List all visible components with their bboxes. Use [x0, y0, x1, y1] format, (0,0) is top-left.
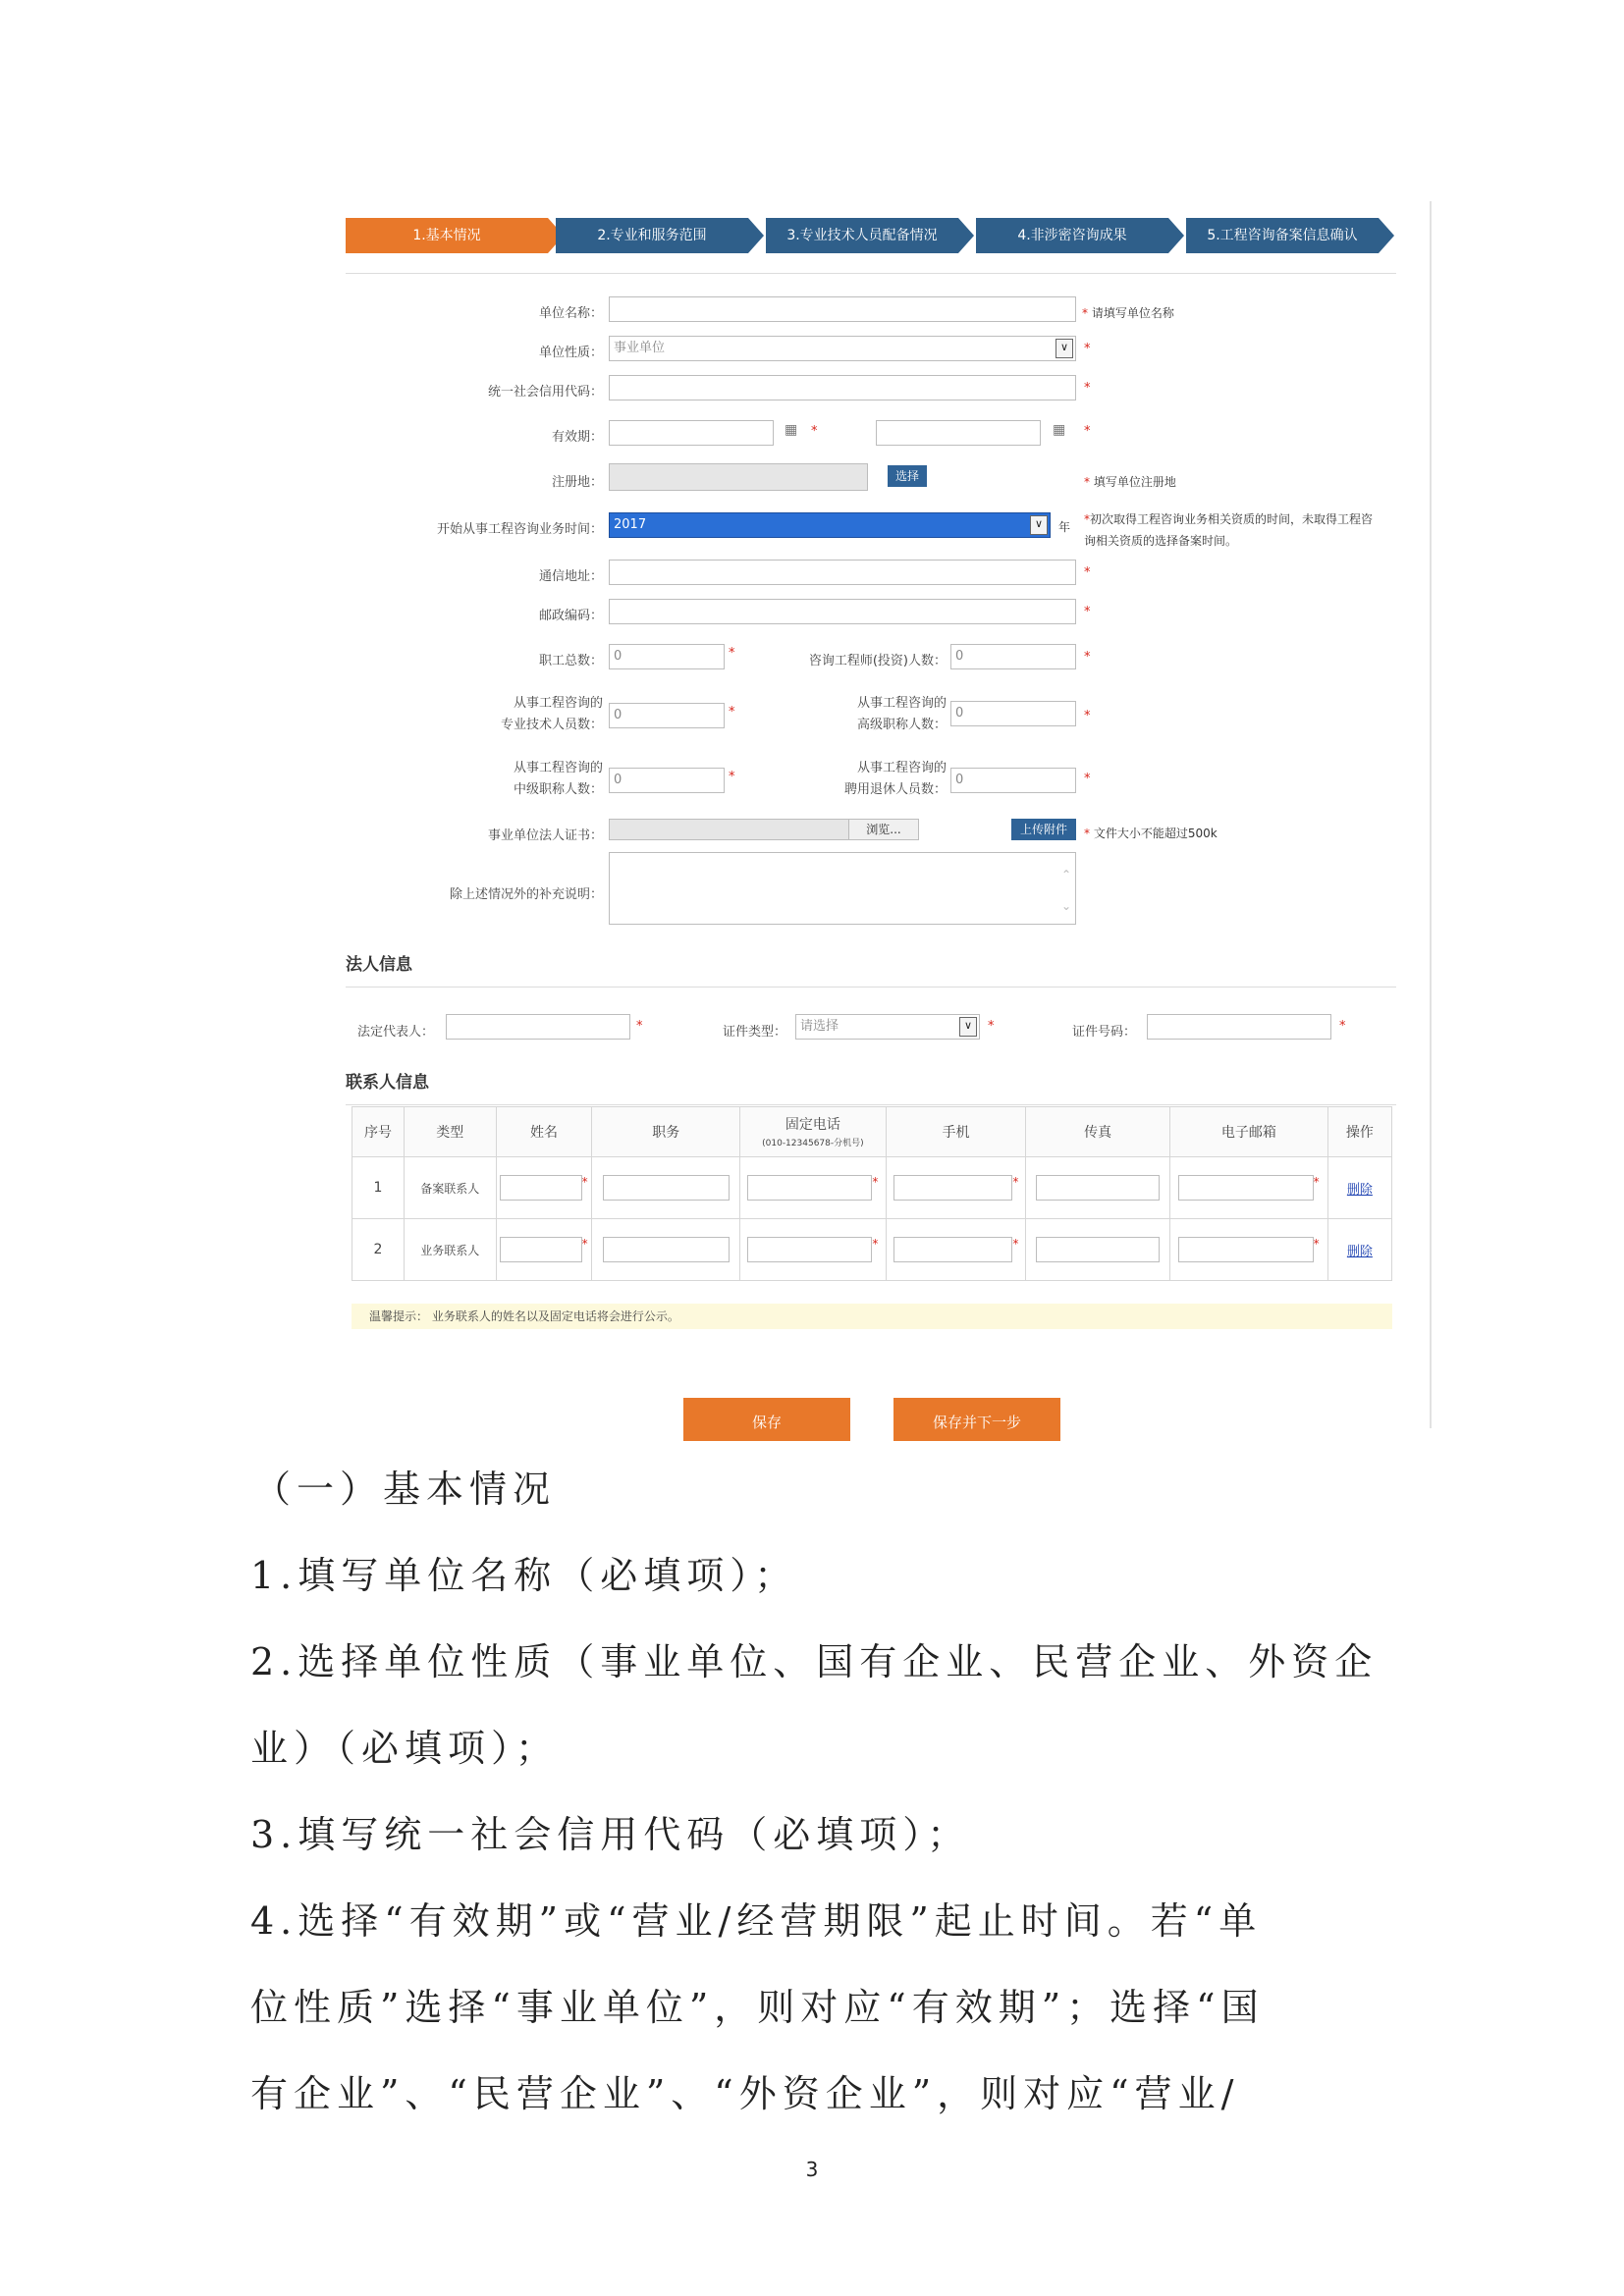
scroll-down-icon[interactable]: ⌄	[1060, 899, 1071, 913]
extra-label: 除上述情况外的补充说明：	[449, 887, 603, 902]
name-input[interactable]	[500, 1237, 581, 1262]
extra-textarea[interactable]	[609, 852, 1076, 925]
fax-input[interactable]	[1036, 1237, 1159, 1262]
cert-file-input[interactable]	[609, 819, 919, 840]
fax-cell	[1026, 1219, 1170, 1281]
mobile-cell: *	[886, 1219, 1026, 1281]
email-input[interactable]	[1178, 1175, 1313, 1201]
required-mark: *	[1339, 1019, 1346, 1034]
page-number: 3	[805, 2158, 819, 2181]
required-mark: *	[988, 1019, 995, 1034]
required-mark: *	[1084, 605, 1091, 619]
save-button[interactable]: 保存	[683, 1398, 850, 1441]
calendar-icon[interactable]: ▦	[1053, 422, 1066, 438]
steps-divider	[346, 273, 1396, 274]
unit-name-input[interactable]	[609, 296, 1076, 322]
phone-cell: *	[740, 1219, 887, 1281]
required-mark: *	[1084, 650, 1091, 665]
mobile-cell: *	[886, 1157, 1026, 1219]
contacts-section-title: 联系人信息	[346, 1073, 429, 1093]
col-header-phone: 固定电话 (010-12345678-分机号)	[740, 1107, 887, 1157]
col-header: 电子邮箱	[1169, 1107, 1327, 1157]
unit-name-label: 单位名称：	[538, 306, 603, 321]
required-mark: *	[811, 424, 818, 439]
postcode-label: 邮政编码：	[538, 609, 603, 623]
retired-label: 从事工程咨询的 聘用退休人员数：	[843, 761, 947, 797]
doc-line: 2.选择单位性质（事业单位、国有企业、民营企业、外资企	[250, 1640, 1379, 1683]
col-header: 类型	[404, 1107, 496, 1157]
delete-link[interactable]: 删除	[1346, 1244, 1373, 1259]
contacts-divider	[346, 1104, 1396, 1105]
credit-code-label: 统一社会信用代码：	[487, 385, 603, 400]
table-row	[352, 1157, 1392, 1219]
chevron-down-icon[interactable]: ∨	[1030, 515, 1048, 535]
screenshot-right-border	[1430, 201, 1432, 1428]
fax-input[interactable]	[1036, 1175, 1159, 1201]
cert-label: 事业单位法人证书：	[487, 828, 603, 843]
step-staff[interactable]	[766, 218, 958, 253]
staff-total-input[interactable]: 0	[609, 644, 725, 669]
id-type-placeholder: 请选择	[800, 1019, 839, 1034]
required-mark: *	[636, 1019, 643, 1034]
step-label: 2.专业和服务范围	[597, 228, 707, 243]
col-header: 操作	[1327, 1107, 1391, 1157]
phone-cell: *	[740, 1157, 887, 1219]
start-time-select[interactable]	[609, 512, 1051, 538]
pro-tech-label: 从事工程咨询的 专业技术人员数：	[500, 696, 603, 732]
step-label: 3.专业技术人员配备情况	[786, 228, 938, 243]
postcode-input[interactable]	[609, 599, 1076, 624]
step-confirm[interactable]	[1186, 218, 1379, 253]
email-cell: *	[1169, 1219, 1327, 1281]
email-input[interactable]	[1178, 1237, 1313, 1262]
staff-total-label: 职工总数：	[538, 654, 603, 668]
step-label: 5.工程咨询备案信息确认	[1207, 228, 1358, 243]
validity-start-input[interactable]	[609, 420, 774, 446]
id-type-select[interactable]	[795, 1014, 980, 1040]
scroll-up-icon[interactable]: ⌃	[1060, 868, 1071, 881]
mobile-input[interactable]	[893, 1237, 1013, 1262]
reg-place-hint: * 填写单位注册地	[1084, 475, 1176, 489]
required-mark: *	[1084, 565, 1091, 580]
unit-name-hint: * 请填写单位名称	[1082, 306, 1174, 320]
id-type-label: 证件类型：	[723, 1025, 787, 1040]
step-basic-info[interactable]	[346, 218, 548, 253]
required-mark: *	[729, 705, 735, 720]
mobile-input[interactable]	[893, 1175, 1013, 1201]
calendar-icon[interactable]: ▦	[785, 422, 798, 438]
required-mark: *	[1084, 381, 1091, 396]
step-label: 1.基本情况	[412, 228, 481, 243]
phone-input[interactable]	[747, 1175, 872, 1201]
legal-section-title: 法人信息	[346, 955, 412, 975]
unit-nature-select[interactable]	[609, 336, 1076, 361]
reg-place-select-button[interactable]: 选择	[888, 465, 927, 487]
start-time-value: 2017	[614, 517, 647, 532]
required-mark: *	[729, 646, 735, 661]
required-mark: *	[1084, 424, 1091, 439]
table-row	[352, 1219, 1392, 1281]
id-no-input[interactable]	[1147, 1014, 1331, 1040]
doc-line: 有企业”、“民营企业”、“外资企业”，则对应“营业/	[250, 2072, 1240, 2115]
chevron-down-icon[interactable]: ∨	[959, 1017, 977, 1037]
id-no-label: 证件号码：	[1072, 1025, 1137, 1040]
upload-button[interactable]: 上传附件	[1011, 819, 1076, 840]
position-cell	[592, 1157, 740, 1219]
credit-code-input[interactable]	[609, 375, 1076, 400]
required-mark: *	[1084, 772, 1091, 786]
row-number: 2	[352, 1219, 405, 1281]
row-type: 备案联系人	[404, 1157, 496, 1219]
required-mark: *	[1084, 709, 1091, 723]
validity-end-input[interactable]	[876, 420, 1041, 446]
legal-rep-label: 法定代表人：	[357, 1025, 435, 1040]
doc-line: 业）（必填项）；	[250, 1727, 560, 1770]
senior-label: 从事工程咨询的 高级职称人数：	[856, 696, 947, 732]
contacts-table	[352, 1106, 1392, 1281]
position-input[interactable]	[603, 1175, 730, 1201]
chevron-down-icon[interactable]: ∨	[1056, 339, 1073, 358]
name-cell: *	[496, 1157, 592, 1219]
doc-line: 3.填写统一社会信用代码（必填项）；	[250, 1813, 971, 1856]
start-time-label: 开始从事工程咨询业务时间：	[436, 522, 603, 537]
consult-engineers-input[interactable]: 0	[950, 644, 1076, 669]
action-cell	[1327, 1219, 1391, 1281]
phone-input[interactable]	[747, 1237, 872, 1262]
reg-place-label: 注册地：	[551, 475, 603, 490]
browse-button[interactable]: 浏览...	[848, 820, 918, 839]
doc-line: 1.填写单位名称（必填项）；	[250, 1554, 798, 1597]
delete-link[interactable]: 删除	[1346, 1182, 1373, 1198]
address-label: 通信地址：	[538, 569, 603, 584]
col-header: 序号	[352, 1107, 405, 1157]
legal-divider	[346, 987, 1396, 988]
row-type: 业务联系人	[404, 1219, 496, 1281]
step-label: 4.非涉密咨询成果	[1017, 228, 1127, 243]
doc-line: 4.选择“有效期”或“营业/经营期限”起止时间。若“单	[250, 1899, 1263, 1943]
action-cell	[1327, 1157, 1391, 1219]
position-cell	[592, 1219, 740, 1281]
fax-cell	[1026, 1157, 1170, 1219]
position-input[interactable]	[603, 1237, 730, 1262]
name-input[interactable]	[500, 1175, 581, 1201]
retired-input[interactable]: 0	[950, 768, 1076, 793]
unit-nature-label: 单位性质：	[538, 346, 603, 360]
start-time-hint: *初次取得工程咨询业务相关资质的时间，未取得工程咨 询相关资质的选择备案时间。	[1084, 512, 1374, 548]
table-header-row	[352, 1107, 1392, 1157]
mid-title-input[interactable]: 0	[609, 768, 725, 793]
validity-label: 有效期：	[551, 430, 603, 445]
address-input[interactable]	[609, 560, 1076, 585]
name-cell: *	[496, 1219, 592, 1281]
mid-title-label: 从事工程咨询的 中级职称人数：	[513, 761, 603, 797]
contacts-notice: 温馨提示： 业务联系人的姓名以及固定电话将会进行公示。	[352, 1304, 1392, 1329]
unit-nature-value: 事业单位	[614, 341, 666, 355]
reg-place-input	[609, 463, 868, 491]
email-cell: *	[1169, 1157, 1327, 1219]
required-mark: *	[729, 770, 735, 784]
legal-rep-input[interactable]	[446, 1014, 630, 1040]
required-mark: *	[1084, 342, 1091, 356]
save-next-button[interactable]: 保存并下一步	[893, 1398, 1060, 1441]
upload-hint: * 文件大小不能超过500k	[1084, 827, 1218, 840]
step-scope[interactable]	[556, 218, 748, 253]
pro-tech-input[interactable]: 0	[609, 703, 725, 728]
senior-input[interactable]: 0	[950, 701, 1076, 726]
col-header: 手机	[886, 1107, 1026, 1157]
step-results[interactable]	[976, 218, 1168, 253]
col-header: 姓名	[496, 1107, 592, 1157]
doc-heading: （一）基本情况	[253, 1468, 557, 1511]
doc-line: 位性质”选择“事业单位”，则对应“有效期”；选择“国	[250, 1986, 1265, 2029]
col-header: 传真	[1026, 1107, 1170, 1157]
consult-engineers-label: 咨询工程师(投资)人数：	[808, 654, 947, 668]
row-number: 1	[352, 1157, 405, 1219]
start-time-unit: 年	[1058, 520, 1071, 534]
col-header: 职务	[592, 1107, 740, 1157]
